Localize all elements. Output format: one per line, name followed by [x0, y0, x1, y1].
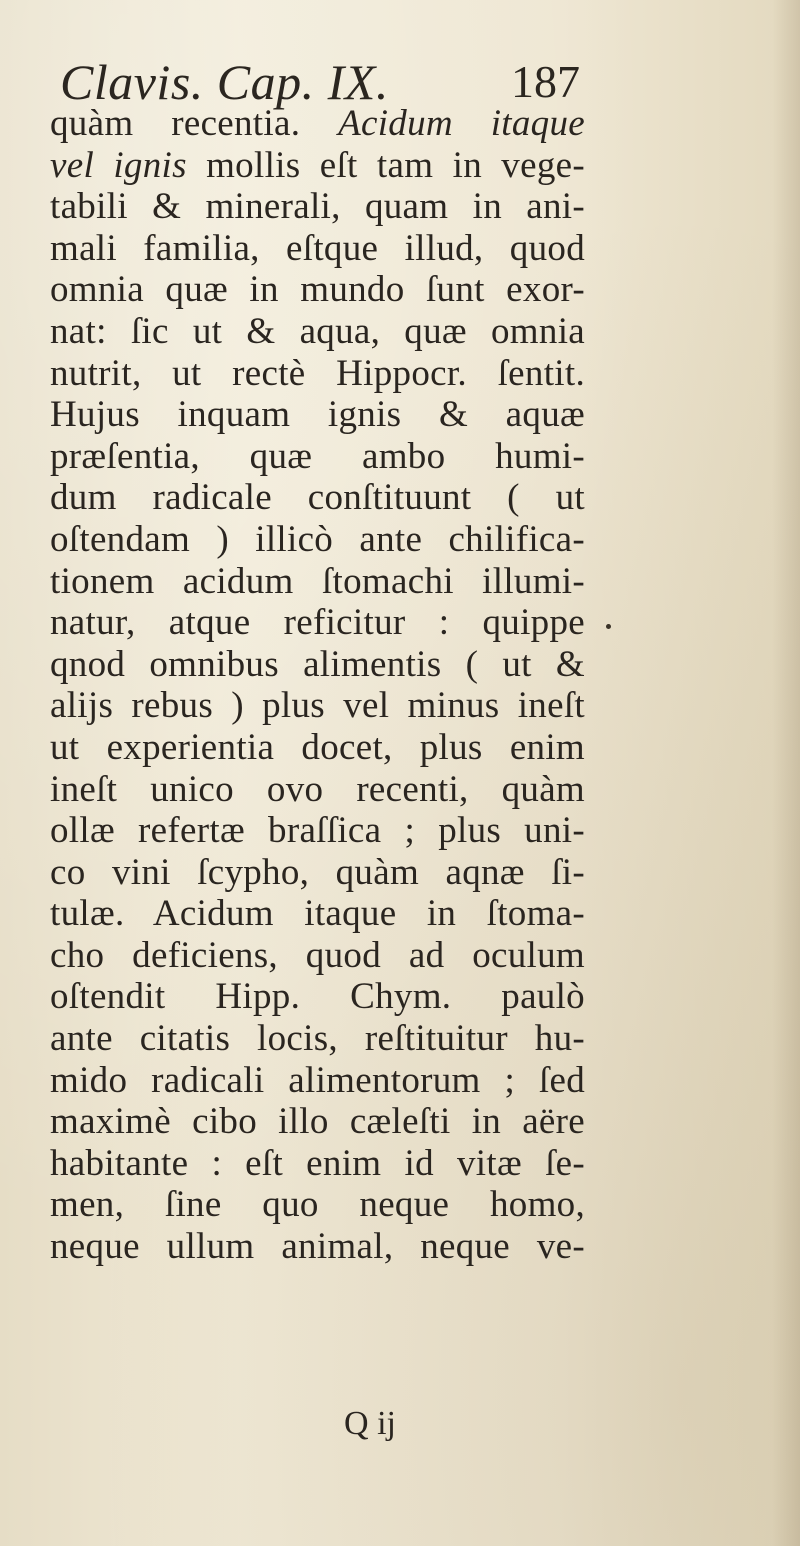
text-segment: mollis eſt tam in vege- — [186, 144, 585, 186]
text-segment: tulæ. Acidum itaque in ſtoma- — [50, 893, 585, 935]
page-edge-shadow — [772, 0, 800, 1546]
text-line — [50, 145, 585, 187]
text-segment: ut experientia docet, plus enim — [50, 726, 585, 768]
text-line — [50, 228, 585, 270]
text-line — [50, 976, 585, 1018]
text-line — [50, 1226, 585, 1268]
text-line — [50, 186, 585, 228]
text-line — [50, 769, 585, 811]
text-line — [50, 311, 585, 353]
text-segment: quàm recentia. — [50, 103, 339, 144]
italic-text-segment: vel ignis — [50, 144, 187, 186]
text-segment: mido radicali alimentorum ; ſed — [50, 1059, 585, 1101]
text-line — [50, 644, 585, 686]
text-line — [50, 103, 585, 145]
text-line — [50, 935, 585, 977]
text-line — [50, 893, 585, 935]
text-segment: dum radicale conſtituunt ( ut — [50, 477, 585, 519]
text-segment: omnia quæ in mundo ſunt exor- — [50, 269, 585, 311]
body-text — [50, 103, 585, 1268]
text-line — [50, 394, 585, 436]
text-segment: neque ullum animal, neque ve- — [50, 1226, 585, 1268]
text-line — [50, 810, 585, 852]
text-line — [50, 602, 585, 644]
text-segment: præſentia, quæ ambo humi- — [50, 435, 585, 477]
text-line — [50, 1018, 585, 1060]
text-line — [50, 727, 585, 769]
text-segment: ollæ refertæ braſſica ; plus uni- — [50, 810, 585, 852]
text-segment: habitante : eſt enim id vitæ ſe- — [50, 1142, 585, 1184]
text-segment: ante citatis locis, reſtituitur hu- — [50, 1018, 585, 1060]
text-line — [50, 436, 585, 478]
text-line — [50, 269, 585, 311]
text-line — [50, 353, 585, 395]
text-segment: tionem acidum ſtomachi illumi- — [50, 560, 585, 602]
text-line — [50, 1184, 585, 1226]
text-line — [50, 852, 585, 894]
running-head: Clavis. Cap. IX. — [60, 54, 389, 110]
text-line — [50, 561, 585, 603]
text-segment: alijs rebus ) plus vel minus ineſt — [50, 685, 585, 727]
text-segment: maximè cibo illo cæleſti in aëre — [50, 1101, 585, 1143]
text-line — [50, 1101, 585, 1143]
italic-text-segment: Acidum itaque — [338, 103, 586, 144]
text-segment: nutrit, ut rectè Hippocr. ſentit. — [50, 352, 585, 394]
text-segment: nat: ſic ut & aqua, quæ omnia — [50, 310, 585, 352]
text-segment: qnod omnibus alimentis ( ut & — [50, 643, 585, 685]
text-segment: co vini ſcypho, quàm aqnæ ſi- — [50, 851, 585, 893]
signature-mark: Q ij — [344, 1405, 396, 1442]
text-line — [50, 685, 585, 727]
ink-speck — [606, 624, 611, 629]
text-segment: Hujus inquam ignis & aquæ — [50, 394, 585, 436]
text-segment: ineſt unico ovo recenti, quàm — [50, 768, 585, 810]
text-segment: tabili & minerali, quam in ani- — [50, 186, 585, 228]
text-segment: oſtendit Hipp. Chym. paulò — [50, 976, 585, 1018]
text-segment: oſtendam ) illicò ante chilifica- — [50, 518, 585, 560]
text-segment: mali familia, eſtque illud, quod — [50, 227, 585, 269]
text-line — [50, 1143, 585, 1185]
text-segment: natur, atque reficitur : quippe — [50, 602, 585, 644]
text-segment: cho deficiens, quod ad oculum — [50, 934, 585, 976]
page-number: 187 — [511, 56, 580, 107]
text-line — [50, 519, 585, 561]
text-line — [50, 477, 585, 519]
text-segment: men, ſine quo neque homo, — [50, 1184, 585, 1226]
text-line — [50, 1060, 585, 1102]
